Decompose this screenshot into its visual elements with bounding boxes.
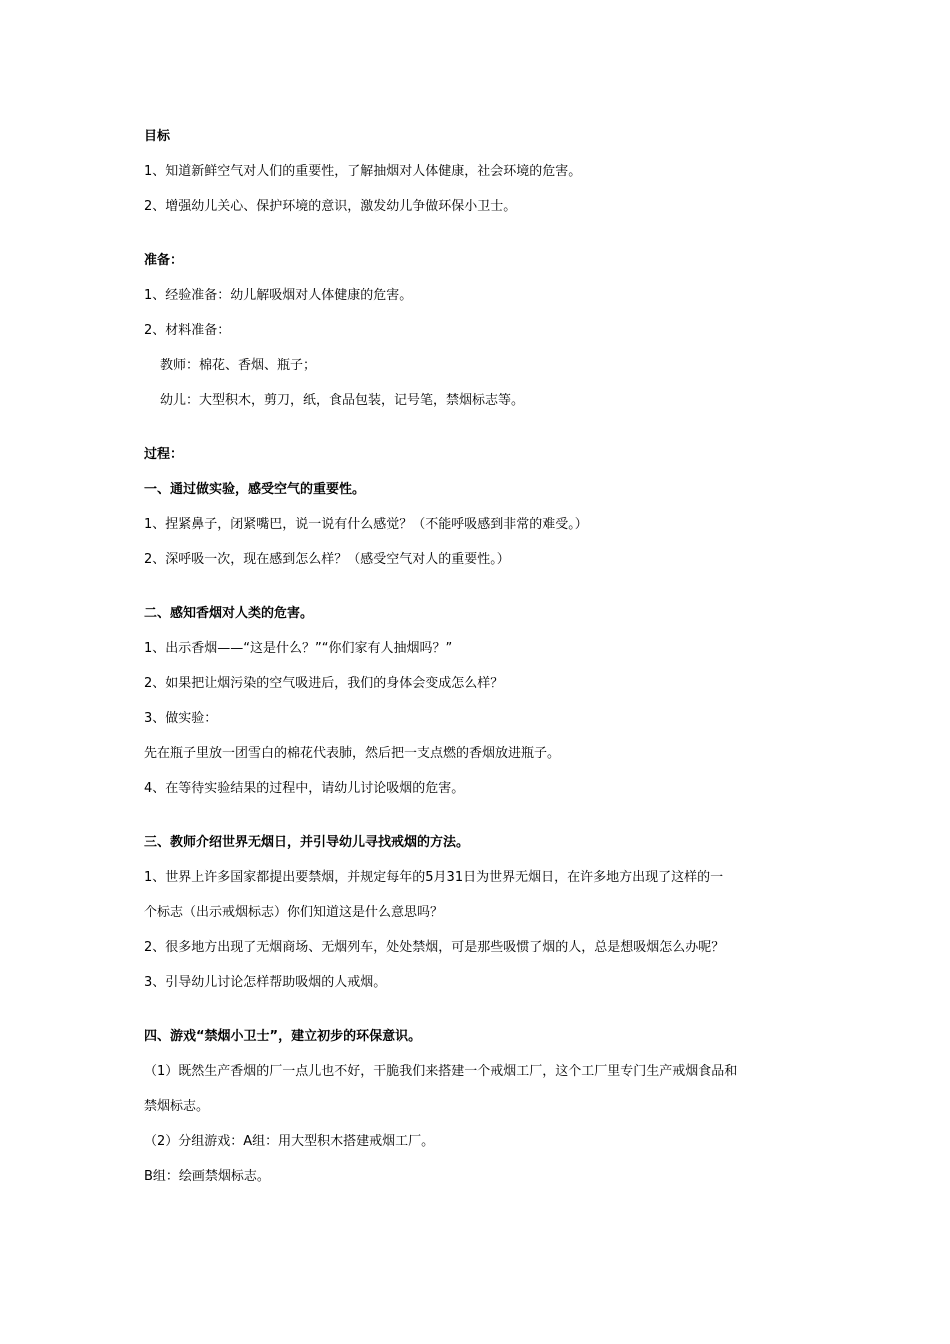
part2-item-2: 2、如果把让烟污染的空气吸进后，我们的身体会变成怎么样？ — [144, 676, 504, 691]
process-heading: 过程： — [144, 447, 184, 462]
prep-heading: 准备： — [144, 253, 184, 268]
goal-item-1: 1、知道新鲜空气对人们的重要性，了解抽烟对人体健康，社会环境的危害。 — [144, 164, 582, 179]
part4-item-3: B组：绘画禁烟标志。 — [144, 1169, 270, 1184]
prep-item-1: 1、经验准备：幼儿解吸烟对人体健康的危害。 — [144, 288, 413, 303]
part2-item-3: 3、做实验： — [144, 711, 218, 726]
part2-title: 二、感知香烟对人类的危害。 — [144, 606, 314, 621]
prep-child: 幼儿：大型积木，剪刀，纸，食品包装，记号笔，禁烟标志等。 — [160, 393, 525, 408]
part4-item-1-cont: 禁烟标志。 — [144, 1099, 210, 1114]
part1-title: 一、通过做实验，感受空气的重要性。 — [144, 482, 366, 497]
part4-title: 四、游戏“禁烟小卫士”，建立初步的环保意识。 — [144, 1029, 422, 1044]
part3-item-3: 3、引导幼儿讨论怎样帮助吸烟的人戒烟。 — [144, 975, 387, 990]
prep-teacher: 教师：棉花、香烟、瓶子； — [160, 358, 317, 373]
part2-item-4: 先在瓶子里放一团雪白的棉花代表肺，然后把一支点燃的香烟放进瓶子。 — [144, 746, 561, 761]
part3-item-1-cont: 个标志（出示戒烟标志）你们知道这是什么意思吗？ — [144, 905, 444, 920]
part3-title: 三、教师介绍世界无烟日，并引导幼儿寻找戒烟的方法。 — [144, 835, 470, 850]
part1-item-1: 1、捏紧鼻子，闭紧嘴巴，说一说有什么感觉？（不能呼吸感到非常的难受。） — [144, 517, 588, 532]
part2-item-5: 4、在等待实验结果的过程中，请幼儿讨论吸烟的危害。 — [144, 781, 465, 796]
goal-heading: 目标 — [144, 129, 171, 144]
part3-item-2: 2、很多地方出现了无烟商场、无烟列车，处处禁烟，可是那些吸惯了烟的人，总是想吸烟怎么办呢？ — [144, 940, 725, 955]
part1-item-2: 2、深呼吸一次，现在感到怎么样？（感受空气对人的重要性。） — [144, 552, 510, 567]
part2-item-1: 1、出示香烟——“这是什么？”“你们家有人抽烟吗？” — [144, 641, 453, 656]
part4-item-1: （1）既然生产香烟的厂一点儿也不好，干脆我们来搭建一个戒烟工厂，这个工厂里专门生产戒烟食品和 — [144, 1064, 738, 1079]
prep-item-2: 2、材料准备： — [144, 323, 231, 338]
goal-item-2: 2、增强幼儿关心、保护环境的意识，激发幼儿争做环保小卫士。 — [144, 199, 517, 214]
part4-item-2: （2）分组游戏：A组：用大型积木搭建戒烟工厂。 — [144, 1134, 435, 1149]
part3-item-1: 1、世界上许多国家都提出要禁烟，并规定每年的5月31日为世界无烟日，在许多地方出现了这样的一 — [144, 870, 724, 885]
